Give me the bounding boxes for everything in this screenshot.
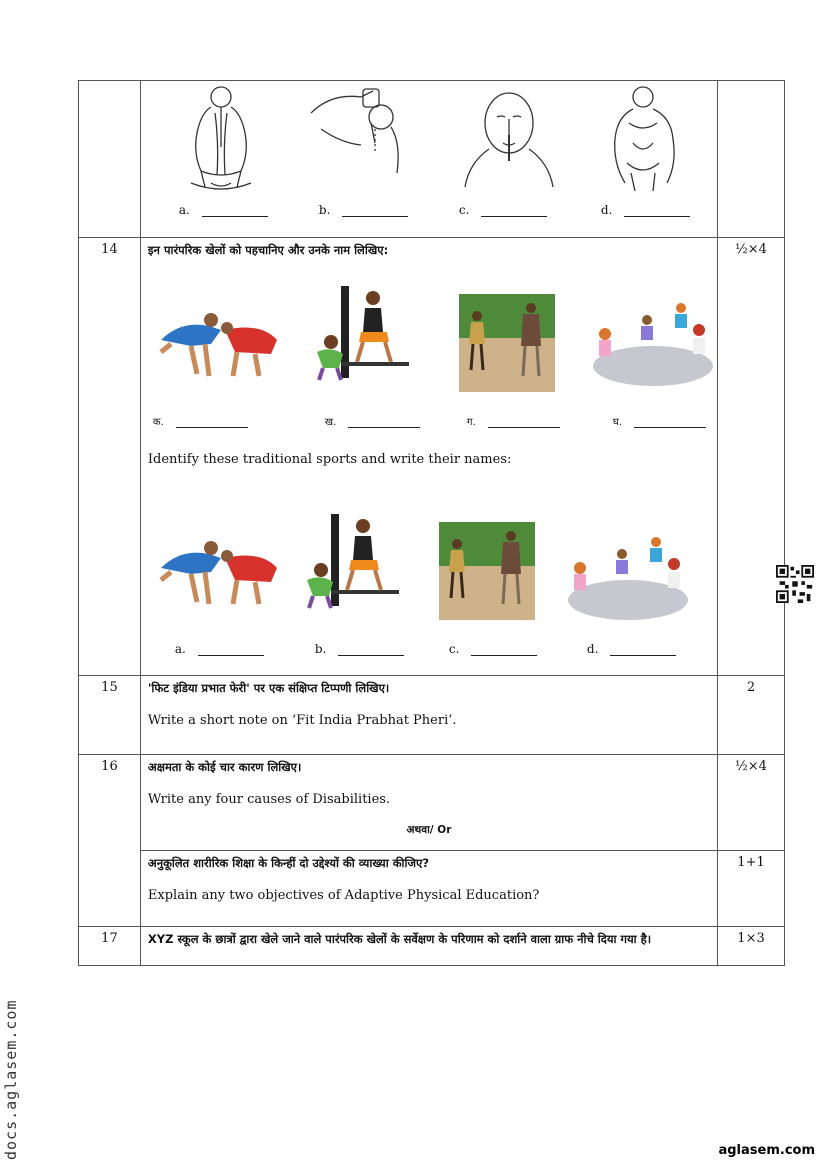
q13-label-d-key: d. [600, 203, 613, 217]
footer-brand: aglasem.com [718, 1143, 815, 1158]
q14-hi-label-b [325, 414, 420, 428]
q14-row [79, 238, 785, 676]
kho-kho-players-icon [301, 510, 401, 612]
q13-blank-b [342, 207, 408, 217]
q13-blank-c [481, 207, 547, 217]
yoga-face-breath-figure-icon [459, 83, 559, 191]
q15-content [140, 676, 717, 755]
q14-content [140, 238, 717, 676]
watermark: docs.aglasem.com [2, 999, 20, 1160]
q16-marks: ½×4 [718, 755, 785, 851]
q13-marks-cell [718, 81, 785, 238]
q14-hi-blank-d [634, 418, 706, 428]
q17-row [79, 927, 785, 966]
q14-hi-label-a-key: क. [152, 417, 164, 428]
q15-row [79, 676, 785, 755]
q16-alt-row [79, 851, 785, 927]
q14-marks: ½×4 [718, 238, 785, 676]
q13-content [140, 81, 717, 238]
q14-en-label-d-key: d. [586, 642, 599, 656]
q14-hi-label-d-key: घ. [612, 417, 622, 428]
q13-label-a [179, 203, 268, 217]
gilli-danda-players-icon [459, 294, 555, 392]
kabaddi-players-icon [151, 300, 281, 380]
q16-alt-marks: 1+1 [718, 851, 785, 927]
q14-hi-label-b-key: ख. [324, 417, 337, 428]
yoga-nauli-figure-icon [597, 83, 697, 195]
q14-prompt-hi: इन पारंपरिक खेलों को पहचानिए और उनके नाम लिखिए: [147, 243, 389, 257]
q13-label-a-key: a. [178, 203, 190, 217]
q13-label-c-key: c. [458, 203, 470, 217]
q14-en-blank-a [198, 646, 264, 656]
q17-prompt-hi: XYZ स्कूल के छात्रों द्वारा खेले जाने वाले पारंपरिक खेलों के सर्वेक्षण के परिणाम को दर्शाने वाला ग्राफ नीचे दिया गया है। [147, 932, 652, 946]
q14-hi-label-c-key: ग. [466, 417, 476, 428]
q17-marks: 1×3 [718, 927, 785, 966]
q14-prompt-en: Identify these traditional sports and write their names: [147, 452, 512, 467]
q15-number: 15 [79, 676, 141, 755]
q14-hi-label-c [467, 414, 560, 428]
q13-row [79, 81, 785, 238]
q17-content [140, 927, 717, 966]
q14-hi-blank-c [488, 418, 560, 428]
q15-prompt-hi: 'फिट इंडिया प्रभात फेरी' पर एक संक्षिप्त टिप्पणी लिखिए। [147, 681, 390, 695]
q14-en-blank-b [338, 646, 404, 656]
q14-en-blank-d [610, 646, 676, 656]
q13-label-b [319, 203, 409, 217]
q16-alt-prompt-hi: अनुकूलित शारीरिक शिक्षा के किन्हीं दो उद्देश्यों की व्याख्या कीजिए? [147, 856, 430, 870]
q13-number-cell [79, 81, 141, 238]
q16-prompt-hi: अक्षमता के कोई चार कारण लिखिए। [147, 760, 302, 774]
q14-hi-blank-a [176, 418, 248, 428]
q16-row [79, 755, 785, 851]
q15-marks: 2 [718, 676, 785, 755]
q14-number: 14 [79, 238, 141, 676]
q16-alt-prompt-en: Explain any two objectives of Adaptive Physical Education? [147, 888, 540, 903]
kabaddi-players-icon [151, 528, 281, 608]
hopscotch-children-icon [565, 534, 691, 620]
q15-prompt-en: Write a short note on ‘Fit India Prabhat Pheri’. [147, 713, 457, 728]
q16-alt-content [140, 851, 717, 927]
q13-blank-d [624, 207, 690, 217]
q14-en-label-a-key: a. [174, 642, 186, 656]
question-table [78, 80, 785, 966]
q14-en-label-a [175, 642, 264, 656]
q16-prompt-en: Write any four causes of Disabilities. [147, 792, 391, 807]
q17-number: 17 [79, 927, 141, 966]
q14-en-label-c [449, 642, 538, 656]
q14-en-label-b [315, 642, 405, 656]
q14-en-label-d [587, 642, 677, 656]
q13-label-c [459, 203, 548, 217]
q14-hi-label-a [153, 414, 248, 428]
q14-en-label-b-key: b. [314, 642, 327, 656]
hopscotch-children-icon [593, 300, 713, 386]
q13-blank-a [202, 207, 268, 217]
q13-label-d [601, 203, 691, 217]
q13-label-b-key: b. [318, 203, 331, 217]
kho-kho-players-icon [311, 282, 411, 384]
q16-number: 16 [79, 755, 141, 927]
q14-en-label-c-key: c. [448, 642, 460, 656]
q16-content [140, 755, 717, 851]
qr-code-icon[interactable] [776, 565, 814, 603]
q14-hi-label-d [613, 414, 706, 428]
q14-hi-blank-b [348, 418, 420, 428]
q14-en-blank-c [471, 646, 537, 656]
yoga-squat-figure-icon [171, 83, 271, 195]
yoga-neti-pot-figure-icon [301, 83, 411, 178]
gilli-danda-players-icon [439, 522, 535, 620]
q16-or-label: अथवा/ Or [406, 824, 452, 836]
